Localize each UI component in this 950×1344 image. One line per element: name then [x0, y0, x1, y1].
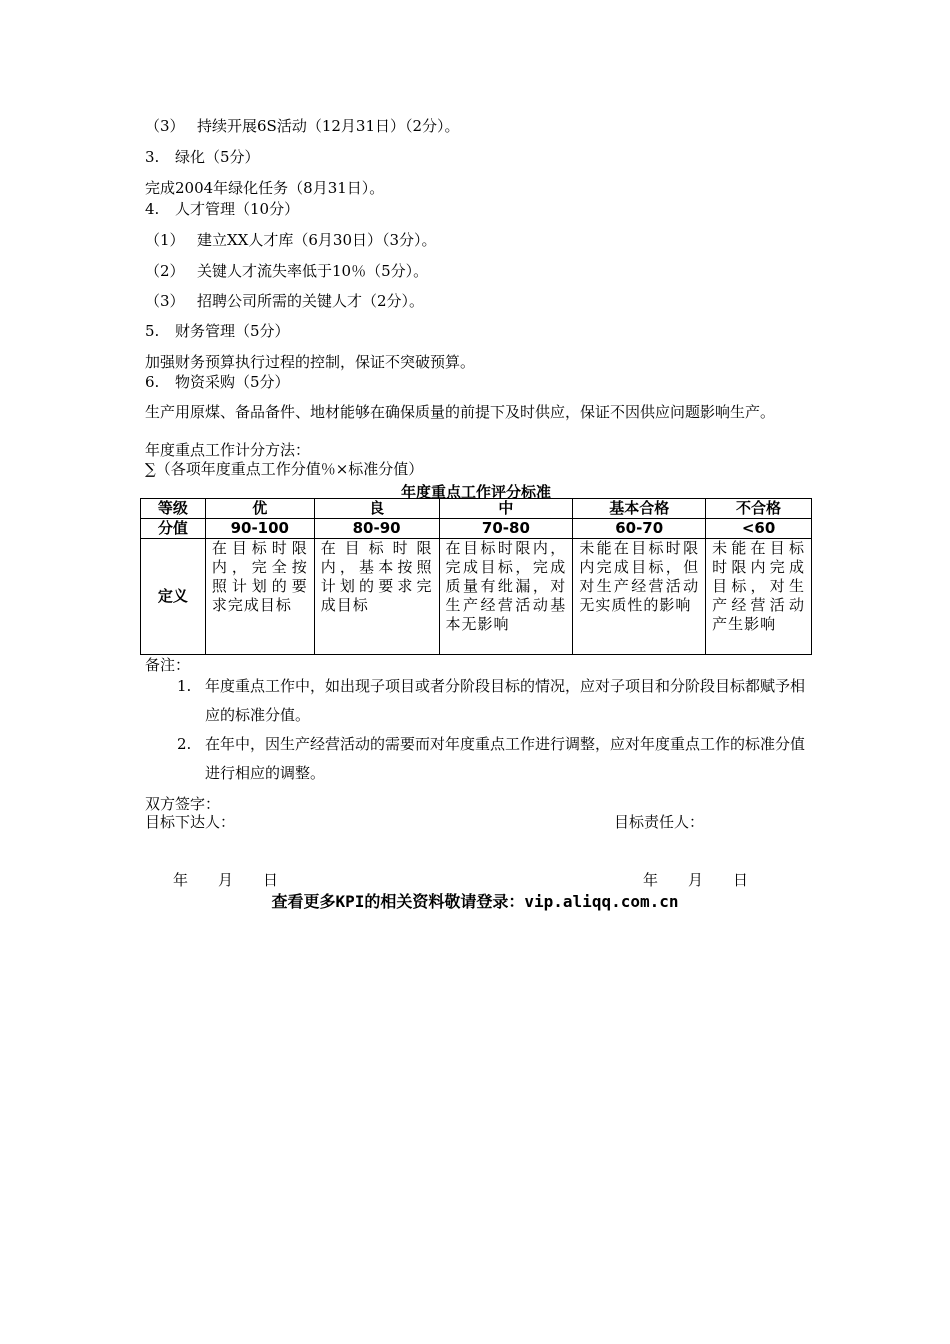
- table-header-row: [141, 499, 812, 519]
- score-cell: 60-70: [573, 519, 706, 539]
- signature-label: 双方签字：: [145, 795, 221, 813]
- header-cell: 不合格: [706, 499, 812, 519]
- item-6s: [145, 117, 460, 135]
- item-recruit: [145, 292, 424, 310]
- date-right: 年 月 日: [643, 871, 749, 889]
- definition-label: 定义: [141, 539, 206, 655]
- table-title: 年度重点工作评分标准: [400, 483, 551, 501]
- score-cell: 90-100: [205, 519, 314, 539]
- item-number: （3）: [145, 292, 185, 310]
- section-title: 物资采购（5分）: [175, 373, 290, 391]
- section-number: 3.: [145, 148, 160, 166]
- table-definition-row: [141, 539, 812, 655]
- scoring-formula: ∑（各项年度重点工作分值％×标准分值）: [145, 460, 424, 478]
- table-score-row: [141, 519, 812, 539]
- section-title: 财务管理（5分）: [175, 322, 290, 340]
- section-number: 6.: [145, 373, 160, 391]
- item-number: （3）: [145, 117, 185, 135]
- definition-cell: 在目标时限内，基本按照计划的要求完成目标: [314, 539, 439, 655]
- header-cell: 良: [314, 499, 439, 519]
- item-turnover: [145, 262, 428, 280]
- definition-cell: 未能在目标时限内完成目标，但对生产经营活动无实质性的影响: [573, 539, 706, 655]
- scoring-method-label: 年度重点工作计分方法：: [145, 441, 311, 459]
- note-number: 1.: [177, 677, 192, 695]
- finance-text: 加强财务预算执行过程的控制，保证不突破预算。: [145, 353, 476, 371]
- note-item: [177, 730, 806, 788]
- greening-text: 完成2004年绿化任务（8月31日）。: [145, 179, 385, 197]
- score-cell: <60: [706, 519, 812, 539]
- item-number: （1）: [145, 231, 185, 249]
- item-number: （2）: [145, 262, 185, 280]
- section-title: 人才管理（10分）: [175, 200, 300, 218]
- section-greening: [145, 148, 260, 166]
- header-cell: 中: [439, 499, 573, 519]
- item-text: 招聘公司所需的关键人才（2分）。: [197, 292, 425, 310]
- note-text: 年度重点工作中，如出现子项目或者分阶段目标的情况，应对子项目和分阶段目标都赋予相应的标准分值。: [205, 677, 806, 724]
- note-number: 2.: [177, 735, 192, 753]
- item-talent-pool: [145, 231, 437, 249]
- definition-cell: 未能在目标时限内完成目标，对生产经营活动产生影响: [706, 539, 812, 655]
- score-cell: 分值: [141, 519, 206, 539]
- item-text: 关键人才流失率低于10％（5分）。: [197, 262, 429, 280]
- grading-table: [140, 498, 812, 655]
- date-left: 年 月 日: [173, 871, 279, 889]
- item-text: 持续开展6S活动（12月31日）（2分）。: [197, 117, 460, 135]
- owner-label: 目标责任人：: [614, 813, 705, 831]
- procurement-text: 生产用原煤、备品备件、地材能够在确保质量的前提下及时供应，保证不因供应问题影响生产。: [145, 403, 776, 421]
- score-cell: 80-90: [314, 519, 439, 539]
- issuer-label: 目标下达人：: [145, 813, 236, 831]
- section-talent: [145, 200, 299, 218]
- item-text: 建立XX人才库（6月30日）（3分）。: [197, 231, 437, 249]
- section-number: 5.: [145, 322, 160, 340]
- header-cell: 优: [205, 499, 314, 519]
- notes-label: 备注：: [145, 656, 191, 674]
- note-text: 在年中，因生产经营活动的需要而对年度重点工作进行调整，应对年度重点工作的标准分值进行相应的调整。: [205, 735, 806, 782]
- section-finance: [145, 322, 290, 340]
- definition-cell: 在目标时限内，完成目标，完成质量有纰漏，对生产经营活动基本无影响: [439, 539, 573, 655]
- definition-cell: 在目标时限内，完全按照计划的要求完成目标: [205, 539, 314, 655]
- header-cell: 等级: [141, 499, 206, 519]
- note-item: [177, 672, 806, 730]
- score-cell: 70-80: [439, 519, 573, 539]
- section-procurement: [145, 373, 290, 391]
- section-number: 4.: [145, 200, 160, 218]
- footer-link-text: 查看更多KPI的相关资料敬请登录：vip.aliqq.com.cn: [271, 892, 679, 911]
- header-cell: 基本合格: [573, 499, 706, 519]
- section-title: 绿化（5分）: [175, 148, 260, 166]
